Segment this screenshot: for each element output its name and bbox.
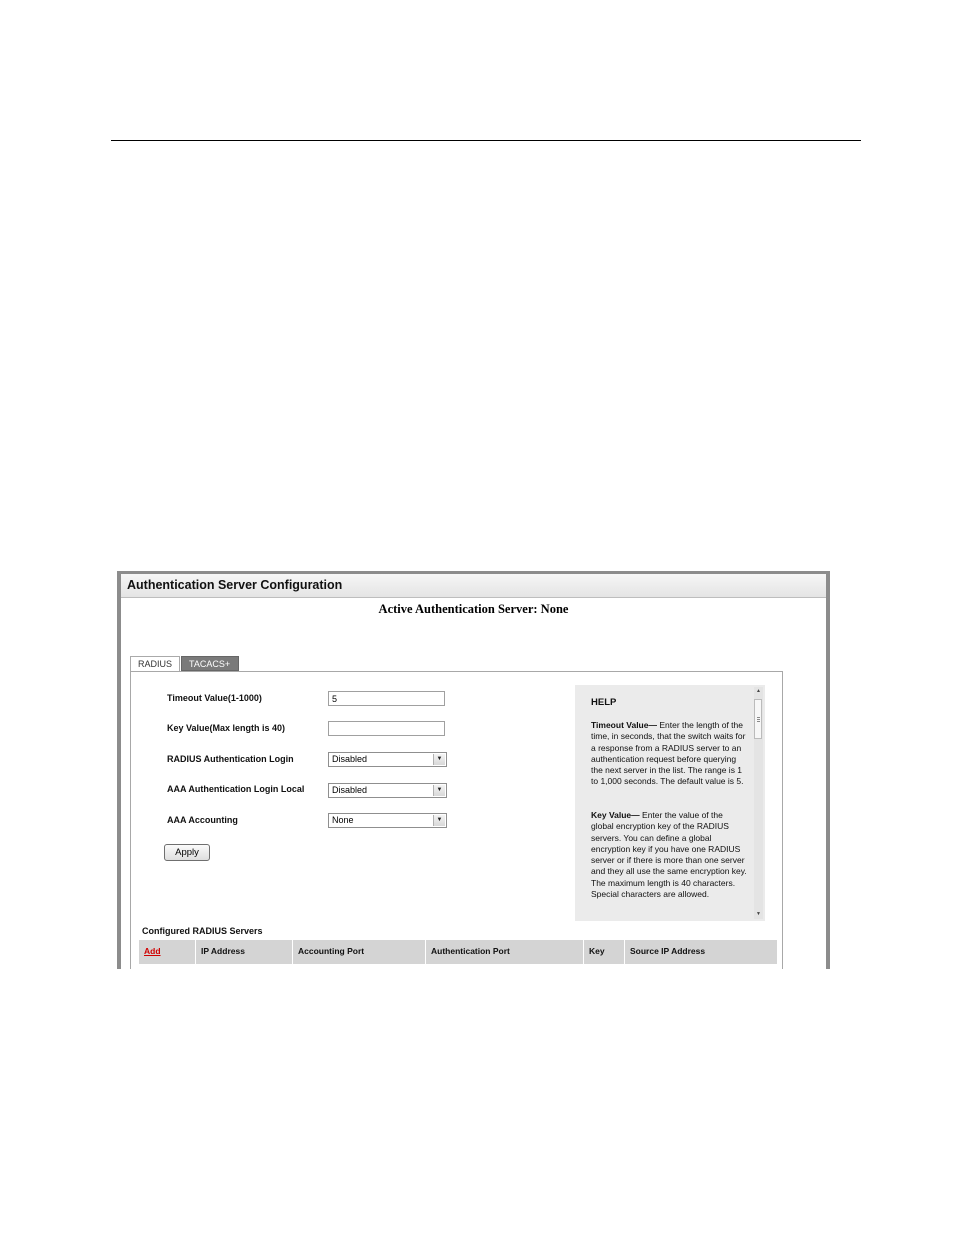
key-input[interactable] bbox=[328, 721, 445, 736]
column-header: Accounting Port bbox=[293, 940, 426, 964]
aaa-login-local-select[interactable] bbox=[328, 783, 447, 798]
window-title-bar bbox=[121, 574, 826, 598]
scroll-up-icon[interactable]: ▲ bbox=[756, 688, 761, 694]
help-timeout-term: Timeout Value— bbox=[591, 720, 657, 730]
tab-radius[interactable]: RADIUS bbox=[130, 656, 180, 671]
aaa-login-local-label: AAA Authentication Login Local bbox=[167, 784, 305, 794]
help-panel bbox=[575, 685, 765, 921]
grip-line bbox=[757, 717, 760, 718]
servers-heading: Configured RADIUS Servers bbox=[142, 926, 263, 936]
page-header-rule bbox=[111, 140, 861, 141]
add-server-link[interactable]: Add bbox=[144, 946, 161, 956]
aaa-accounting-label: AAA Accounting bbox=[167, 815, 238, 825]
tab-content-panel bbox=[130, 671, 783, 969]
help-scrollbar[interactable] bbox=[754, 687, 763, 919]
help-timeout-desc: Enter the length of the time, in seconds, that the switch waits for a response from a RADIUS server to an authentication request before querying the next server in the list. The range is 1 to 1,000 seconds. The default value is 5. bbox=[591, 720, 746, 787]
servers-table-header bbox=[139, 940, 777, 964]
help-key-desc: Enter the value of the global encryption key of the RADIUS servers. You can define a global encryption key if you have one RADIUS server or if there is more than one server and they all use the same encryption key. The maximum length is 40 characters. Special characters are allowed. bbox=[591, 810, 747, 900]
window-title: Authentication Server Configuration bbox=[127, 578, 343, 592]
column-header: Source IP Address bbox=[630, 946, 706, 956]
aaa-accounting-select[interactable] bbox=[328, 813, 447, 828]
help-key-term: Key Value— bbox=[591, 810, 640, 820]
auth-server-config-window bbox=[117, 571, 830, 969]
help-timeout-text bbox=[591, 720, 747, 788]
aaa-login-local-value: Disabled bbox=[332, 785, 368, 795]
scroll-down-icon[interactable]: ▼ bbox=[756, 911, 761, 917]
radius-login-select[interactable] bbox=[328, 752, 447, 767]
chevron-down-icon: ▼ bbox=[433, 815, 445, 826]
add-column bbox=[139, 940, 196, 964]
active-server-status: Active Authentication Server: None bbox=[378, 602, 569, 616]
radius-login-value: Disabled bbox=[332, 754, 368, 764]
help-title: HELP bbox=[591, 697, 617, 708]
help-key-text bbox=[591, 810, 747, 900]
chevron-down-icon: ▼ bbox=[433, 754, 445, 765]
tab-tacacs[interactable]: TACACS+ bbox=[181, 656, 239, 671]
grip-line bbox=[757, 719, 760, 720]
radius-login-label: RADIUS Authentication Login bbox=[167, 754, 294, 764]
key-label: Key Value(Max length is 40) bbox=[167, 723, 286, 733]
scroll-thumb[interactable] bbox=[754, 699, 762, 739]
column-header: Authentication Port bbox=[426, 940, 584, 964]
grip-line bbox=[757, 721, 760, 722]
column-header: Key bbox=[584, 940, 625, 964]
chevron-down-icon: ▼ bbox=[433, 785, 445, 796]
timeout-label: Timeout Value(1-1000) bbox=[167, 693, 262, 703]
aaa-accounting-value: None bbox=[332, 815, 354, 825]
timeout-input[interactable] bbox=[328, 691, 445, 706]
column-header: IP Address bbox=[196, 940, 293, 964]
apply-button[interactable]: Apply bbox=[164, 844, 210, 861]
